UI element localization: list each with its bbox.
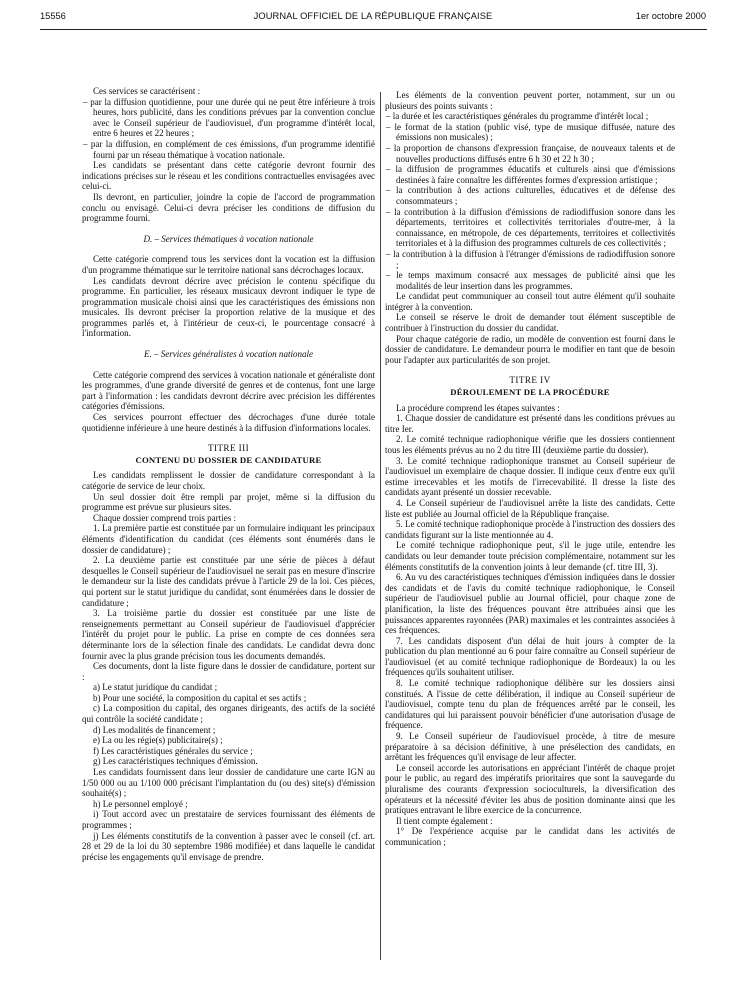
list-item: – la diffusion de programmes éducatifs et culturels ainsi que d'émissions destinées à faire connaître les différentes formes d'expression artistique ; (386, 164, 675, 185)
list-item: j) Les éléments constitutifs de la convention à passer avec le conseil (cf. art. 28 et 29 de la loi du 30 septembre 1986 modifiée) et dans laquelle le candidat précise les engagements qu'il envisage de prendre. (82, 830, 375, 862)
title-subheading: CONTENU DU DOSSIER DE CANDIDATURE (135, 454, 322, 465)
list-item: – le temps maximum consacré aux messages de publicité ainsi que les modalités de leur insertion dans les programmes. (386, 270, 675, 291)
page-header (40, 11, 706, 27)
right-column (385, 90, 675, 848)
paragraph: Chaque dossier comprend trois parties : (93, 512, 236, 523)
paragraph: Pour chaque catégorie de radio, un modèle de convention est fourni dans le dossier de candidature. Le demandeur pourra le modifier en tant que de besoin pour l'adapter aux particularités de son projet. (385, 333, 675, 365)
paragraph: 5. Le comité technique radiophonique procède à l'instruction des dossiers des candidats figurant sur la liste mentionnée au 4. (385, 519, 675, 540)
paragraph: 6. Au vu des caractéristiques techniques d'émission indiquées dans le dossier des candidats et de l'avis du comité technique radiophonique, le Conseil supérieur de l'audiovisuel publie au Journal officiel, pour chaque zone de planification, la liste des fréquences pouvant être attribuées ainsi que les puissances apparentes rayonnées (PAR) maximales et les contraintes associées à ces fréquences. (385, 572, 675, 636)
paragraph: Le conseil accorde les autorisations en appréciant l'intérêt de chaque projet pour le public, au regard des impératifs prioritaires que sont la sauvegarde du pluralisme des courants d'expression socioculturels, la diversification des opérateurs et la nécessité d'éviter les abus de position dominante ainsi que les pratiques entravant le libre exercice de la concurrence. (385, 762, 675, 816)
list-item: – la contribution à des actions culturelles, éducatives et de défense des consommateurs ; (386, 185, 675, 206)
paragraph: Le conseil se réserve le droit de demander tout élément susceptible de contribuer à l'instruction du dossier du candidat. (385, 312, 675, 334)
page-number: 15556 (40, 11, 66, 21)
title-heading: TITRE III (207, 443, 250, 454)
paragraph: Un seul dossier doit être rempli par projet, même si la diffusion du programme est prévue sur plusieurs sites. (82, 491, 375, 513)
section-heading: D. – Services thématiques à vocation nationale (143, 233, 314, 244)
paragraph: 1. La première partie est constituée par un formulaire indiquant les principaux éléments d'identification du candidat (ces éléments sont énumérés dans le dossier de candidature) ; (82, 523, 375, 555)
issue-date: 1er octobre 2000 (635, 11, 706, 21)
list-item: – par la diffusion quotidienne, pour une durée qui ne peut être inférieure à trois heures, hors publicité, dans les conditions prévues par la convention conclue avec le Conseil supérieur de l'audiovisuel, d'un programme d'intérêt local, entre 6 heures et 22 heures ; (83, 96, 375, 139)
list-item: c) La composition du capital, des organes dirigeants, des actifs de la société qui contrôle la société candidate ; (82, 703, 375, 725)
paragraph: Les candidats remplissent le dossier de candidature correspondant à la catégorie de service de leur choix. (82, 470, 375, 491)
list-item: – par la diffusion, en complément de ces émissions, d'un programme identifié fourni par un réseau thématique à vocation nationale. (83, 138, 375, 160)
list-item: e) La ou les régie(s) publicitaire(s) ; (93, 735, 223, 746)
title-heading: TITRE IV (509, 375, 551, 386)
paragraph: Ces services se caractérisent : (93, 86, 201, 96)
paragraph: 7. Les candidats disposent d'un délai de huit jours à compter de la publication du plan mentionné au 6 pour faire connaître au Conseil supérieur de l'audiovisuel (et au comité technique radiophonique de Bordeaux) la ou les fréquences qu'ils souhaitent utiliser. (385, 635, 675, 678)
paragraph: 2. Le comité technique radiophonique vérifie que les dossiers contiennent tous les éléments prévus au no 2 du titre III (deuxième partie du dossier). (385, 434, 675, 455)
paragraph: 3. La troisième partie du dossier est constituée par une liste de renseignements permettant au Conseil supérieur de l'audiovisuel d'apprécier l'intérêt du projet pour le public. La prise en compte de ces données sera déterminante lors de la sélection finale des candidats. Le candidat devra donc fournir avec la plus grande précision tous les documents demandés. (82, 608, 375, 661)
list-item: – la proportion de chansons d'expression française, de nouveaux talents et de nouvelles productions diffusés entre 6 h 30 et 22 h 30 ; (386, 142, 675, 164)
list-item: – le format de la station (public visé, type de musique diffusée, nature des émissions non musicales) ; (386, 121, 675, 143)
paragraph: Ces services pourront effectuer des décrochages d'une durée totale quotidienne inférieure à une heure destinés à la diffusion d'informations locales. (82, 412, 375, 433)
list-item: h) Le personnel employé ; (93, 798, 188, 809)
paragraph: Les candidats devront décrire avec précision le contenu spécifique du programme. En particulier, les réseaux musicaux devront indiquer le type de programmation musicale choisi ainsi que les caractéristiques des émissions non musicales. Ils devront préciser la proportion relative de la musique et des programmes parlés et, à l'intérieur de ceux-ci, le pourcentage consacré à l'information. (82, 275, 375, 339)
paragraph: Il tient compte également : (396, 815, 493, 826)
list-item: – la durée et les caractéristiques générales du programme d'intérêt local ; (386, 111, 649, 122)
list-item: d) Les modalités de financement ; (93, 724, 216, 735)
paragraph: Les éléments de la convention peuvent porter, notamment, sur un ou plusieurs des points suivants : (385, 90, 675, 111)
paragraph: Les candidats se présentant dans cette catégorie devront fournir des indications précises sur le réseau et les conditions contractuelles envisagées avec celui-ci. (82, 160, 375, 192)
paragraph: Ils devront, en particulier, joindre la copie de l'accord de programmation conclu ou envisagé. Celui-ci devra préciser les conditions de diffusion du programme fourni. (82, 191, 375, 224)
paragraph: Les candidats fournissent dans leur dossier de candidature une carte IGN au 1/50 000 ou au 1/100 000 précisant l'implantation du (ou des) site(s) d'émission souhaité(s) ; (82, 767, 375, 799)
paragraph: 4. Le Conseil supérieur de l'audiovisuel arrête la liste des candidats. Cette liste est publiée au Journal officiel de la République française. (385, 497, 675, 519)
paragraph: Le comité technique radiophonique peut, s'il le juge utile, entendre les candidats ou leur demander toute précision complémentaire, notamment sur les éléments constitutifs de la convention joints à leur demande (cf. titre III, 3). (385, 540, 675, 572)
column-divider (380, 92, 381, 960)
list-item: b) Pour une société, la composition du capital et ses actifs ; (93, 692, 307, 703)
list-item: i) Tout accord avec un prestataire de services fournissant des éléments de programmes ; (82, 809, 375, 830)
header-rule (40, 29, 707, 30)
title-subheading: DÉROULEMENT DE LA PROCÉDURE (450, 387, 610, 398)
list-item: – la contribution à la diffusion d'émissions de radiodiffusion sonore dans les départements, territoires et collectivités territoriales d'outre-mer, à la connaissance, en métropole, de ces départements, territoires et collectivités territoriales et à la diffusion des programmes culturels de ces collectivités ; (386, 206, 675, 249)
list-item: a) Le statut juridique du candidat ; (93, 682, 218, 693)
paragraph: Cette catégorie comprend des services à vocation nationale et généraliste dont les programmes, d'une grande diversité de genres et de contenus, font une large part à l'information : les candidats devront décrire avec précision les différentes catégories d'émissions. (82, 369, 375, 412)
paragraph: La procédure comprend les étapes suivantes : (396, 402, 560, 413)
paragraph: Le candidat peut communiquer au conseil tout autre élément qu'il souhaite intégrer à la convention. (385, 291, 675, 312)
paragraph: 1° De l'expérience acquise par le candidat dans les activités de communication ; (385, 826, 675, 847)
list-item: – la contribution à la diffusion à l'étranger d'émissions de radiodiffusion sonore ; (386, 248, 675, 270)
paragraph: 9. Le Conseil supérieur de l'audiovisuel procède, à titre de mesure préparatoire à sa décision définitive, à une présélection des candidats, en arrêtant les fréquences qu'il envisage de leur affecter. (385, 731, 675, 763)
paragraph: 2. La deuxième partie est constituée par une série de pièces à défaut desquelles le Conseil supérieur de l'audiovisuel ne serait pas en mesure d'inscrire le demandeur sur la liste des candidats prévue à l'article 29 de la loi. Ces pièces, qui portent sur le statut juridique du candidat, sont énumérées dans le dossier de candidature ; (82, 555, 375, 608)
paragraph: Ces documents, dont la liste figure dans le dossier de candidature, portent sur : (82, 661, 375, 682)
paragraph: 1. Chaque dossier de candidature est présenté dans les conditions prévues au titre Ier. (385, 413, 675, 434)
journal-title: JOURNAL OFFICIEL DE LA RÉPUBLIQUE FRANÇAISE (253, 11, 493, 21)
paragraph: 8. Le comité technique radiophonique délibère sur les dossiers ainsi constitués. A l'issue de cette délibération, il indique au Conseil supérieur de l'audiovisuel, compte tenu du plan de fréquences arrêté par le conseil, les candidatures qui lui paraissent pouvoir bénéficier d'une autorisation d'usage de fréquence. (385, 678, 675, 731)
section-heading: E. – Services généralistes à vocation nationale (143, 349, 313, 360)
list-item: f) Les caractéristiques générales du service ; (93, 745, 253, 756)
left-column (82, 86, 375, 862)
list-item: g) Les caractéristiques techniques d'émission. (93, 756, 258, 767)
paragraph: 3. Le comité technique radiophonique transmet au Conseil supérieur de l'audiovisuel un exemplaire de chaque dossier. Il indique ceux d'entre eux qu'il estime irrecevables et les motifs de l'irrecevabilité. Il dresse la liste des candidats ayant présenté un dossier recevable. (385, 455, 675, 498)
paragraph: Cette catégorie comprend tous les services dont la vocation est la diffusion d'un programme thématique sur le territoire national sans décrochages locaux. (82, 254, 375, 275)
